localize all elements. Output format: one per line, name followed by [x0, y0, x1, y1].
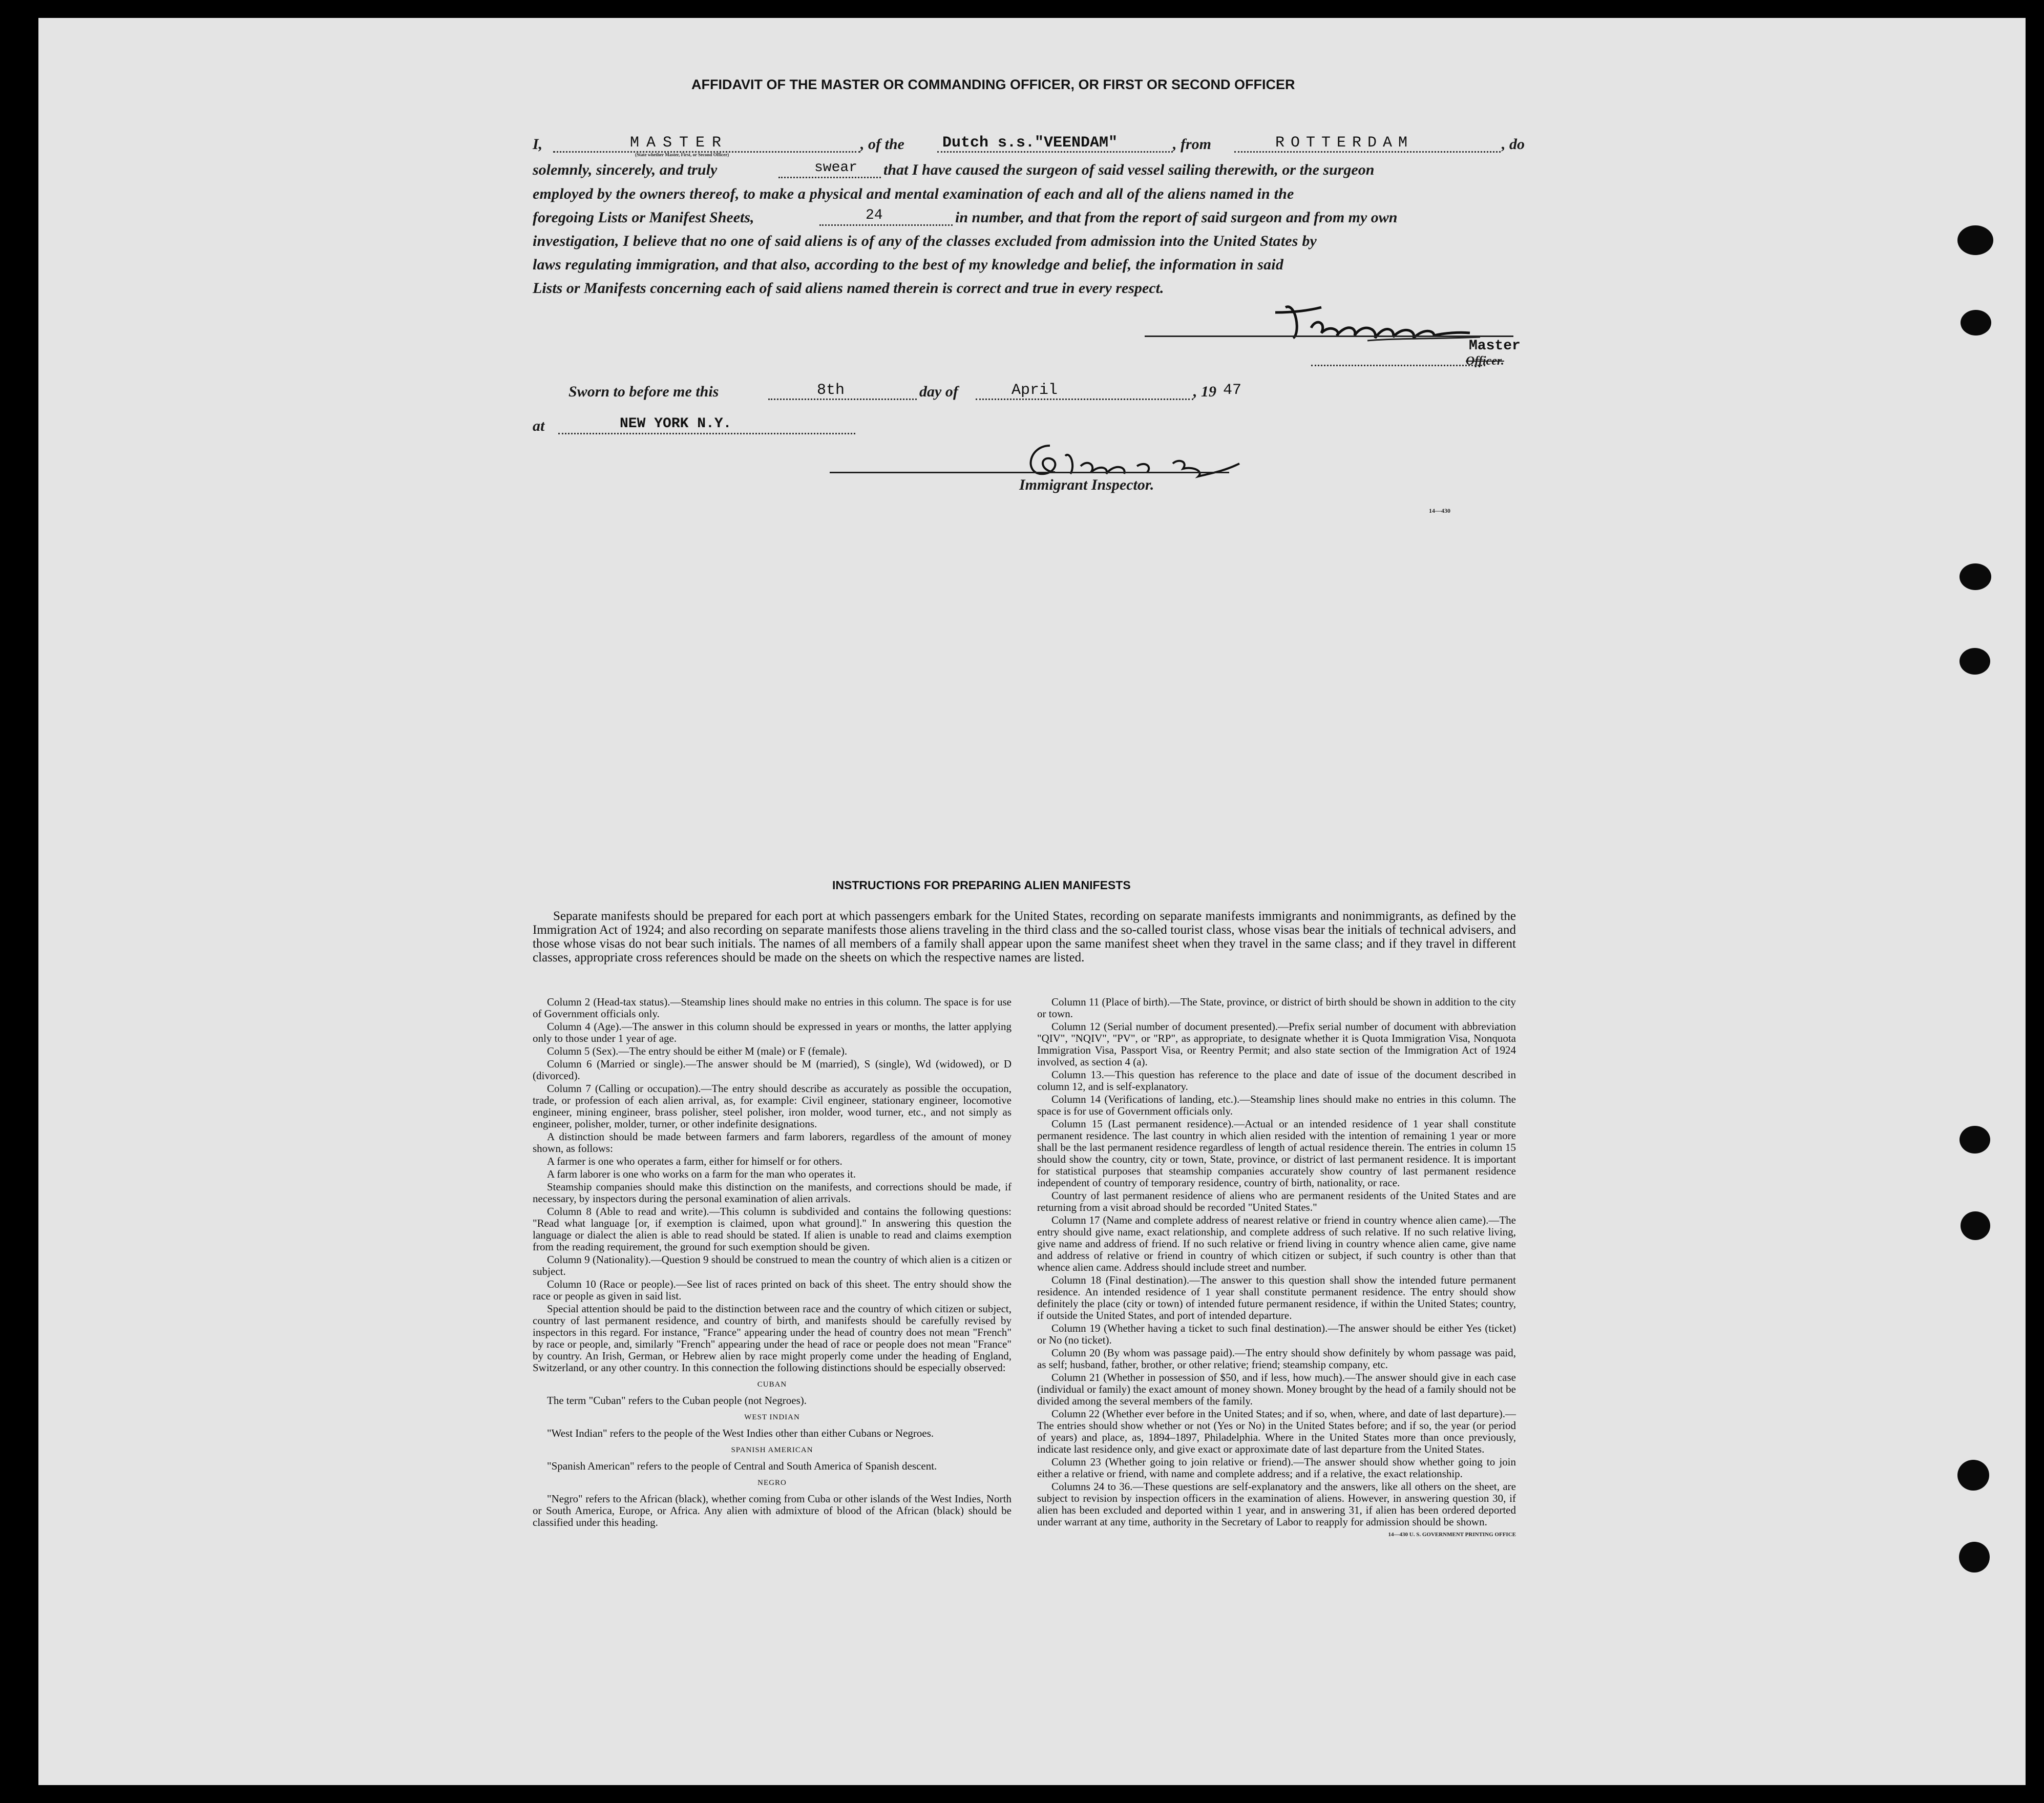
spanish-american-heading: SPANISH AMERICAN: [731, 1446, 813, 1454]
instruction-col23: Column 23 (Whether going to join relative or friend).—The answer should show whether going to join either a relative or friend, with name and complete address; and if a relative, the exact relationship.: [1037, 1456, 1516, 1480]
instructions-left-column: [533, 996, 1012, 1529]
instruction-col19: Column 19 (Whether having a ticket to such final destination).—The answer should be either Yes (ticket) or No (no ticket).: [1037, 1322, 1516, 1346]
master-signature: [1265, 292, 1495, 348]
negro-heading: NEGRO: [757, 1479, 787, 1487]
printer-line: 14—430 U. S. GOVERNMENT PRINTING OFFICE: [1388, 1532, 1516, 1538]
punch-hole: [1961, 1211, 1990, 1240]
punch-hole: [1959, 563, 1991, 590]
instruction-col4: Column 4 (Age).—The answer in this column should be expressed in years or months, the latter applying only to those under 1 year of age.: [533, 1020, 1012, 1044]
instruction-col24-36: Columns 24 to 36.—These questions are self-explanatory and the answers, like all others on the sheet, are subject to revision by inspection officers in the examination of aliens. However, in answering question 30, if alien has been excluded and deported within 1 year, and in answering 31, if alien has been ordered deported under warrant at any time, authority in the Secretary of Labor to reapply for admission should be shown.: [1037, 1480, 1516, 1528]
punch-hole: [1959, 648, 1990, 675]
instruction-col6: Column 6 (Married or single).—The answer should be M (married), S (single), Wd (widowed), or D (divorced).: [533, 1058, 1012, 1082]
negro-text: "Negro" refers to the African (black), whether coming from Cuba or other islands of the West Indies, North or South America, Europe, or Africa. Any alien with admixture of blood of the African (black) should be classified under this heading.: [533, 1493, 1012, 1528]
day-of-label: day of: [919, 383, 958, 400]
affidavit-line2b: that I have caused the surgeon of said vessel sailing therewith, or the surgeon: [883, 161, 1375, 178]
inspector-label: Immigrant Inspector.: [1019, 476, 1154, 493]
affidavit-line5: investigation, I believe that no one of said aliens is of any of the classes excluded from admission into the United States by: [533, 233, 1317, 249]
punch-hole: [1961, 310, 1991, 336]
instructions-intro: Separate manifests should be prepared for each port at which passengers embark for the United States, recording on separate manifests immigrants and nonimmigrants, as defined by the Immigration Act of 1924; and also recording on separate manifests those aliens traveling in the third class and the so-called tourist class, whose visas bear the initials of technical advisers, and those whose visas do not bear such initials. The names of all members of a family shall appear upon the same manifest sheet when they travel in the same class; and if they travel in different classes, appropriate cross references should be made on the sheets on which the respective names are listed.: [533, 909, 1516, 965]
cuban-text: The term "Cuban" refers to the Cuban people (not Negroes).: [547, 1394, 807, 1407]
punch-hole: [1959, 1542, 1990, 1573]
role-value: MASTER: [630, 134, 729, 152]
instruction-col13: Column 13.—This question has reference to the place and date of issue of the document described in column 12, and is self-explanatory.: [1037, 1068, 1516, 1093]
sworn-label: Sworn to before me this: [568, 383, 719, 400]
spanish-american-text: "Spanish American" refers to the people of Central and South America of Spanish descent.: [547, 1460, 937, 1472]
affidavit-line6: laws regulating immigration, and that also, according to the best of my knowledge and belief, the information in said: [533, 256, 1284, 273]
instruction-col2: Column 2 (Head-tax status).—Steamship lines should make no entries in this column. The space is for use of Government officials only.: [533, 996, 1012, 1020]
from-label: , from: [1173, 136, 1211, 153]
officer-label: Officer.: [1466, 354, 1504, 368]
instruction-col11: Column 11 (Place of birth).—The State, province, or district of birth should be shown in addition to the city or town.: [1037, 996, 1516, 1020]
instruction-col14: Column 14 (Verifications of landing, etc.).—Steamship lines should make no entries in this column. The space is for use of Government officials only.: [1037, 1093, 1516, 1117]
affidavit-i: I,: [533, 136, 543, 153]
instruction-col21: Column 21 (Whether in possession of $50, and if less, how much).—The answer should give in each case (individual or family) the exact amount of money shown. Money brought by the head of a family should not be divided among the several members of the family.: [1037, 1371, 1516, 1407]
instruction-col15: Column 15 (Last permanent residence).—Actual or an intended residence of 1 year shall constitute permanent residence. The last country in which alien resided with the intention of remaining 1 year or more shall be the last permanent residence regardless of length of actual residence therein. The entries in column 15 should show the country, city or town, State, province, or district of last permanent residence. It is important for statistical purposes that steamship companies accurately show country of last permanent residence independent of country of temporary residence, country of birth, nationality, or race.: [1037, 1118, 1516, 1189]
year-prefix: , 19: [1193, 383, 1216, 400]
punch-hole: [1957, 1460, 1989, 1491]
instruction-col9: Column 9 (Nationality).—Question 9 should be construed to mean the country of which alien is a citizen or subject.: [533, 1253, 1012, 1277]
instruction-farmer: A farmer is one who operates a farm, either for himself or for others.: [547, 1155, 842, 1167]
instruction-col22: Column 22 (Whether ever before in the United States; and if so, when, where, and date of last departure).—The entries should show whether or not (Yes or No) in the United States before; and if so, the year (or period of years) and place, as, 1894–1897, Philadelphia. Where in the United States more than once previously, indicate last residence only, and give exact or approximate date of last departure from the United States.: [1037, 1408, 1516, 1455]
instruction-col17: Column 17 (Name and complete address of nearest relative or friend in country whence alien came).—The entry should give name, exact relationship, and complete address of such relative. If no such relative living, give name and address of friend. If no such relative or friend living in country whence alien came, give name and address of relative or friend in country of which citizen or subject, if such country is other than that whence alien came. Address should include street and number.: [1037, 1214, 1516, 1273]
instruction-special: Special attention should be paid to the distinction between race and the country of which citizen or subject, country of last permanent residence, and country of birth, and manifests should be carefully revised by inspectors in this regard. For instance, "France" appearing under the head of country does not mean "French" by race or people, and, similarly "French" appearing under the head of race or people does not mean "France" by country. An Irish, German, or Hebrew alien by race might properly come under the heading of England, Switzerland, or any other country. In this connection the following distinctions should be especially observed:: [533, 1303, 1012, 1374]
instruction-farm-laborer: A farm laborer is one who works on a farm for the man who operates it.: [547, 1168, 856, 1180]
instruction-col5: Column 5 (Sex).—The entry should be either M (male) or F (female).: [547, 1045, 848, 1057]
vessel-value: Dutch s.s."VEENDAM": [942, 134, 1118, 152]
west-indian-text: "West Indian" refers to the people of the West Indies other than either Cubans or Negroes.: [547, 1427, 934, 1439]
cuban-heading: CUBAN: [757, 1380, 787, 1389]
instruction-steamship: Steamship companies should make this distinction on the manifests, and corrections should be made, if necessary, by inspectors during the personal examination of alien arrivals.: [533, 1181, 1012, 1205]
punch-hole: [1959, 1126, 1990, 1154]
affidavit-line4b: in number, and that from the report of said surgeon and from my own: [955, 209, 1398, 226]
affidavit-line4a: foregoing Lists or Manifest Sheets,: [533, 209, 754, 226]
west-indian-heading: WEST INDIAN: [744, 1413, 800, 1421]
form-number: 14—430: [1429, 507, 1450, 514]
master-label: Master: [1469, 338, 1521, 354]
at-label: at: [533, 417, 545, 434]
of-the-label: , of the: [860, 136, 904, 153]
instruction-col18: Column 18 (Final destination).—The answer to this question shall show the intended future permanent residence. An intended residence of 1 year shall constitute permanent residence. The entry should show definitely the place (city or town) of intended future permanent residence, if within the United States; country, if outside the United States, and port of intended departure.: [1037, 1274, 1516, 1322]
sworn-place: NEW YORK N.Y.: [620, 416, 732, 432]
instruction-col20: Column 20 (By whom was passage paid).—The entry should show definitely by whom passage was paid, as self; husband, father, brother, or other relative; friend; steamship company, etc.: [1037, 1347, 1516, 1371]
instructions-title: INSTRUCTIONS FOR PREPARING ALIEN MANIFESTS: [832, 878, 1131, 892]
affidavit-title: AFFIDAVIT OF THE MASTER OR COMMANDING OFFICER, OR FIRST OR SECOND OFFICER: [691, 77, 1295, 92]
instruction-col8: Column 8 (Able to read and write).—This column is subdivided and contains the following questions: "Read what language [or, if exemption is claimed, upon what ground]." In answering this question the language or dialect the alien is able to read should be stated. If alien is unable to read and claims exemption from the reading requirement, the ground for such exemption should be given.: [533, 1205, 1012, 1253]
punch-hole: [1957, 225, 1993, 255]
sworn-month: April: [1012, 382, 1058, 399]
port-value: ROTTERDAM: [1275, 134, 1414, 152]
sworn-day: 8th: [817, 382, 845, 399]
affidavit-line3: employed by the owners thereof, to make a physical and mental examination of each and all of the aliens named in the: [533, 185, 1294, 202]
role-note: (State whether Master, First, or Second Officer): [635, 152, 729, 157]
instructions-right-column: [1037, 996, 1516, 1541]
sworn-year: 47: [1223, 382, 1242, 399]
oath-value: swear: [814, 160, 858, 176]
affidavit-line2a: solemnly, sincerely, and truly: [533, 161, 718, 178]
do-label: , do: [1502, 136, 1525, 153]
affidavit-line7: Lists or Manifests concerning each of said aliens named therein is correct and true in every respect.: [533, 280, 1164, 297]
instruction-col7: Column 7 (Calling or occupation).—The entry should describe as accurately as possible the occupation, trade, or profession of each alien arrival, as, for example: Civil engineer, stationary engineer, locomotive engineer, mining engineer, brass polisher, steel polisher, iron molder, wood turner, etc., and not simply as engineer, polisher, molder, turner, or other indefinite designations.: [533, 1082, 1012, 1130]
instruction-col10: Column 10 (Race or people).—See list of races printed on back of this sheet. The entry should show the race or people as given in said list.: [533, 1278, 1012, 1302]
instruction-col12: Column 12 (Serial number of document presented).—Prefix serial number of document with abbreviation "QIV", "NQIV", "PV", or "RP", as appropriate, to designate whether it is Quota Immigration Visa, Nonquota Immigration Visa, Passport Visa, or Reentry Permit; and also state section of the Immigration Act of 1924 involved, as section 4 (a).: [1037, 1020, 1516, 1068]
instruction-farm-distinction: A distinction should be made between farmers and farm laborers, regardless of the amount of money shown, as follows:: [533, 1130, 1012, 1155]
sheets-value: 24: [866, 207, 883, 223]
instruction-country: Country of last permanent residence of aliens who are permanent residents of the United States and are returning from a visit abroad should be recorded "United States.": [1037, 1189, 1516, 1213]
